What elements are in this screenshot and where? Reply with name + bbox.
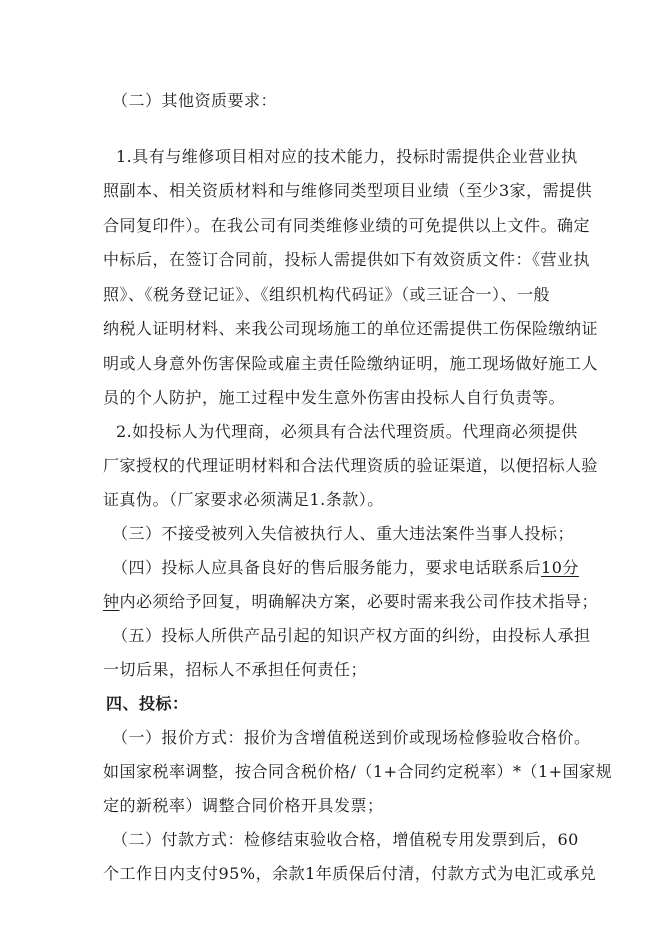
- text-line: 明或人身意外伤害保险或雇主责任险缴纳证明，施工现场做好施工人: [103, 354, 599, 373]
- text-line: 1.具有与维修项目相对应的技术能力，投标时需提供企业营业执: [116, 147, 578, 166]
- text-line: 照副本、相关资质材料和与维修同类型项目业绩（至少3家，需提供: [103, 181, 593, 200]
- text-line: 如国家税率调整，按合同含税价格/（1+合同约定税率）*（1+国家规: [103, 762, 613, 781]
- text-line: 中标后，在签订合同前，投标人需提供如下有效资质文件：《营业执: [103, 250, 591, 269]
- text-line: （一）报价方式：报价为含增值税送到价或现场检修验收合格价。: [112, 728, 591, 747]
- section-heading-other-qualifications: （二）其他资质要求：: [112, 91, 278, 110]
- text-line: 个工作日内支付95%，余款1年质保后付清，付款方式为电汇或承兑: [103, 864, 597, 883]
- text-line: 2.如投标人为代理商，必须具有合法代理资质。代理商必须提供: [116, 422, 578, 441]
- text-line: 一切后果，招标人不承担任何责任；: [103, 660, 368, 679]
- text-line: 纳税人证明材料、来我公司现场施工的单位还需提供工伤保险缴纳证: [103, 319, 599, 338]
- text-line: 定的新税率）调整合同价格开具发票；: [103, 796, 384, 815]
- text: 内必须给予回复，明确解决方案，必要时需来我公司作技术指导；: [119, 592, 599, 611]
- text-line: （二）付款方式：检修结束验收合格，增值税专用发票到后，60: [112, 830, 579, 849]
- text: （四）投标人应具备良好的售后服务能力，要求电话联系后: [112, 558, 542, 577]
- text-line: 证真伪。（厂家要求必须满足1.条款）。: [103, 490, 384, 509]
- text-line: 员的个人防护，施工过程中发生意外伤害由投标人自行负责等。: [103, 388, 566, 407]
- text-line: [112, 557, 579, 579]
- heading-bidding: 四、投标：: [106, 694, 189, 713]
- text-line: 厂家授权的代理证明材料和合法代理资质的验证渠道，以便招标人验: [103, 456, 599, 475]
- text-line: 合同复印件）。在我公司有同类维修业绩的可免提供以上文件。确定: [103, 216, 591, 235]
- underlined-time: 10分: [541, 558, 579, 577]
- text-line: 照》、《税务登记证》、《组织机构代码证》（或三证合一）、一般: [103, 285, 551, 304]
- underlined-time: 钟: [103, 592, 120, 611]
- paragraph-section-3: （三）不接受被列入失信被执行人、重大违法案件当事人投标；: [112, 524, 575, 543]
- text-line: [103, 591, 598, 613]
- text-line: （五）投标人所供产品引起的知识产权方面的纠纷，由投标人承担: [112, 626, 591, 645]
